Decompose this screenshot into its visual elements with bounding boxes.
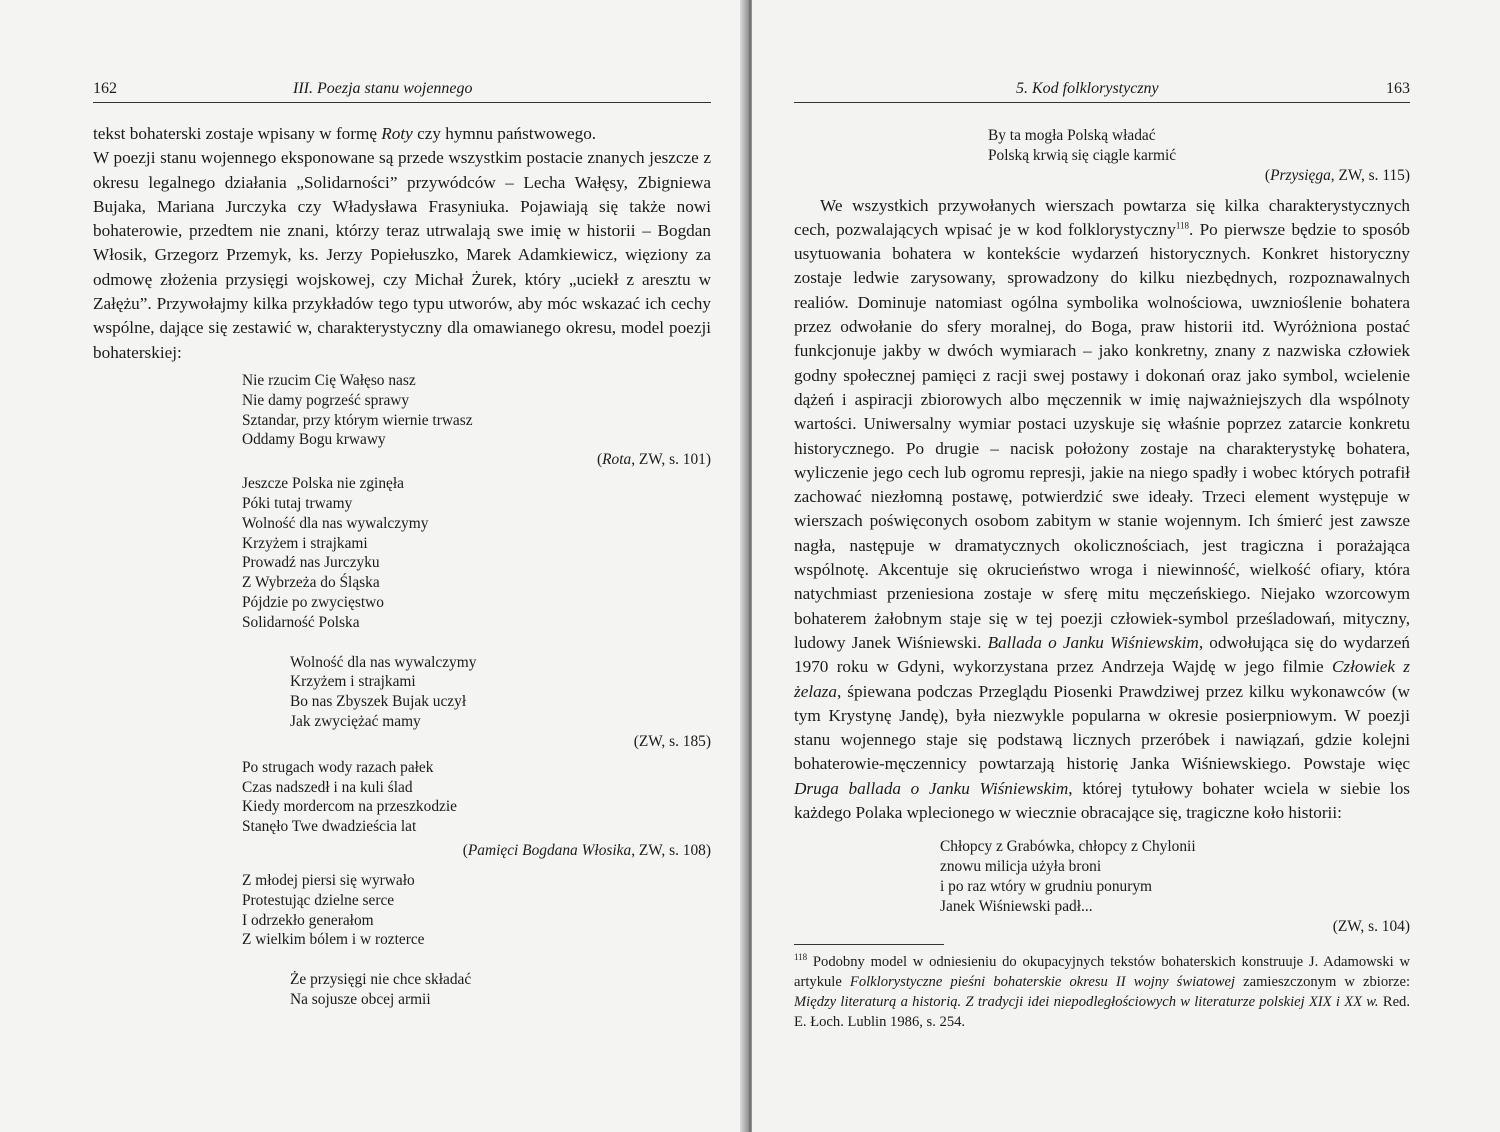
- left-body: [93, 122, 711, 1010]
- verse-line: Bo nas Zbyszek Bujak uczył: [290, 693, 467, 711]
- source-citation: (Przysięga, ZW, s. 115): [1264, 166, 1410, 184]
- footnote-divider: [794, 944, 944, 945]
- verse-line: Kiedy mordercom na przeszkodzie: [242, 798, 457, 816]
- italic-title: Roty: [381, 124, 413, 143]
- verse-line: Janek Wiśniewski padł...: [940, 897, 1093, 915]
- verse-chlopcy: [940, 837, 1410, 916]
- verse-line: i po raz wtóry w grudniu ponurym: [940, 877, 1153, 895]
- italic-title: Ballada o Janku Wiśniewskim: [987, 632, 1199, 652]
- running-head: 5. Kod folklorystyczny: [1016, 80, 1159, 97]
- verse-line: Krzyżem i strajkami: [242, 534, 368, 552]
- verse-line: By ta mogła Polską władać: [988, 127, 1156, 144]
- verse-line: Sztandar, przy którym wiernie trwasz: [242, 411, 473, 429]
- paragraph: [794, 194, 1410, 826]
- verse-line: Pójdzie po zwycięstwo: [242, 593, 384, 611]
- verse-wlosik: [242, 758, 711, 837]
- verse-line: Jak zwyciężać mamy: [290, 712, 421, 730]
- verse-line: Nie damy pogrześć sprawy: [242, 391, 410, 409]
- text-run: Podobny model w odniesieniu do okupacyjnych tekstów bohaterskich konstruuje J. Adamowski w artykule: [794, 954, 1410, 990]
- verse-line: Że przysięgi nie chce składać: [290, 971, 472, 989]
- italic-title: Folklorystyczne pieśni bohaterskie okresu II wojny światowej: [849, 974, 1236, 990]
- page-number: 163: [1386, 80, 1410, 97]
- source-citation: (Pamięci Bogdana Włosika, ZW, s. 108): [462, 841, 711, 859]
- text-run: Red. E. Łoch. Lublin 1986, s. 254.: [794, 994, 1410, 1030]
- right-header: [794, 78, 1410, 103]
- text-run: , śpiewana podczas Przeglądu Piosenki Prawdziwej przez kilku wykonawców (w tym Krystynę Jandę), była niezwykle popularna w okresie posierpniowym. W poezji stanu wojennego staje się podstawą licznych przeróbek i nawiązań, gdzie kolejni bohaterowie-męczennicy powtarzają historię Janka Wiśniewskiego. Powstaje więc: [794, 681, 1410, 774]
- right-page: [752, 0, 1500, 1132]
- verse-line: Jeszcze Polska nie zginęła: [242, 475, 404, 493]
- right-body: [794, 126, 1410, 937]
- page-number: 162: [93, 80, 117, 97]
- verse-line: Wolność dla nas wywalczymy: [290, 653, 477, 671]
- footnote: [794, 952, 1410, 1032]
- verse-line: Z młodej piersi się wyrwało: [242, 871, 415, 889]
- running-head: III. Poezja stanu wojennego: [293, 80, 473, 97]
- footnote-ref[interactable]: 118: [1175, 220, 1190, 231]
- verse-line: Stanęło Twe dwadzieścia lat: [242, 818, 417, 836]
- source-citation: (Rota, ZW, s. 101): [596, 451, 711, 469]
- source-rest: , ZW, s. 115): [1330, 166, 1410, 184]
- verse-line: Na sojusze obcej armii: [290, 990, 431, 1008]
- paragraph: [93, 122, 711, 365]
- left-page: [0, 0, 748, 1132]
- verse-line: Krzyżem i strajkami: [290, 673, 416, 691]
- verse-przysiega: [988, 126, 1410, 166]
- verse-line: Z wielkim bólem i w rozterce: [242, 931, 425, 949]
- text-run: , odwołująca się do wydarzeń 1970 roku w Gdyni, wykorzystana przez Andrzeja Wajdę w jego filmie: [794, 632, 1410, 677]
- source-title: Przysięga: [1270, 166, 1331, 184]
- left-header: [93, 78, 711, 103]
- text-run: . Po pierwsze będzie to sposób usytuowania bohatera w kontekście wydarzeń historycznych. Konkret historyczny zostaje ledwie zarysowany, sprowadzony do kilku niezbędnych, rozpoznawalnych realiów. Dominuje natomiast ogólna symbolika wolnościowa, uwznioślenie bohatera przez odwołanie do sfery moralnej, do Boga, praw historii itd. Wyróżniona postać funkcjonuje jakby w dwóch wymiarach – jako konkretny, znany z nazwiska człowiek godny społecznej pamięci z racji swej postawy i dokonań oraz jako symbol, wcielenie dążeń i aspiracji zbiorowych albo męczennik w imię najważniejszych dla wspólnoty wartości. Uniwersalny wymiar postaci uzyskuje się właśnie poprzez zatarcie konkretu historycznego. Po drugie – nacisk położony zostaje na charakterystykę bohatera, wyliczenie jego cech lub ogromu represji, jakie na niego spadły i wobec których potrafił zachować niezłomną postawę, potwierdzić swe ideały. Trzeci element występuje w wierszach poświęconych osobom zabitym w stanie wojennym. Ich śmierć jest zawsze nagła, następuje w dramatycznych okolicznościach, jest tragiczna i porażająca wspólnotę. Akcentuje się okrucieństwo wroga i niewinność, wielkość ofiary, która natychmiast przeniesiona zostaje w sferę mitu męczeńskiego. Niejako wzorcowym bohaterem żałobnym staje się w tej poezji człowiek-symbol prześladowań, mityczny, ludowy Janek Wiśniewski.: [794, 219, 1411, 652]
- verse-jeszcze: [242, 474, 711, 632]
- verse-line: Solidarność Polska: [242, 613, 360, 631]
- verse-line: I odrzekło generałom: [242, 911, 374, 929]
- verse-line: Wolność dla nas wywalczymy: [242, 514, 429, 532]
- verse-line: Czas nadszedł i na kuli ślad: [242, 778, 413, 796]
- verse-line: znowu milicja użyła broni: [940, 858, 1102, 876]
- verse-rota: [242, 371, 711, 450]
- text-run: , której tytułowy bohater wciela w siebie los każdego Polaka wplecionego w wiecznie obracające się, tragiczne koło historii:: [794, 778, 1410, 823]
- text-run: czy hymnu państwowego.: [412, 124, 597, 143]
- verse-line: Chłopcy z Grabówka, chłopcy z Chylonii: [940, 838, 1196, 856]
- verse-line: Nie rzucim Cię Wałęso nasz: [242, 371, 416, 389]
- source-rest: , ZW, s. 108): [631, 841, 711, 859]
- source-citation: (ZW, s. 185): [633, 732, 711, 750]
- text-run: tekst bohaterski zostaje wpisany w formę: [93, 124, 382, 143]
- footnote-number: 118: [794, 952, 808, 963]
- source-title: Pamięci Bogdana Włosika: [467, 841, 632, 859]
- verse-line: Oddamy Bogu krwawy: [242, 431, 386, 449]
- source-rest: , ZW, s. 101): [631, 451, 711, 469]
- verse-wolnosc: [290, 653, 711, 732]
- verse-przysiegi: [290, 970, 711, 1010]
- paragraph-text: W poezji stanu wojennego eksponowane są przede wszystkim postacie znanych jeszcze z okresu legalnego działania „Solidarności” przywódców – Lecha Wałęsy, Zbigniewa Bujaka, Mariana Jurczyka czy Władysława Frasyniuka. Pojawiają się także nowi bohaterowie, przedtem nie znani, którzy teraz utrwalają swe imię w historii – Bogdan Włosik, Grzegorz Przemyk, ks. Jerzy Popiełuszko, Marek Adamkiewicz, więziony za odmowę złożenia przysięgi wojskowej, czy Michał Żurek, który „uciekł z aresztu w Załężu”. Przywołajmy kilka przykładów tego typu utworów, aby móc wskazać ich cechy wspólne, dające się zestawić w, charakterystyczny dla omawianego okresu, model poezji bohaterskiej:: [93, 148, 711, 362]
- italic-title: Druga ballada o Janku Wiśniewskim: [794, 778, 1069, 798]
- source-citation: (ZW, s. 104): [1332, 917, 1410, 935]
- verse-line: Prowadź nas Jurczyku: [242, 554, 380, 572]
- source-title: Rota: [602, 451, 632, 469]
- verse-mlodej: [242, 871, 711, 950]
- verse-line: Z Wybrzeża do Śląska: [242, 574, 380, 592]
- verse-line: Po strugach wody razach pałek: [242, 758, 434, 776]
- verse-line: Protestując dzielne serce: [242, 891, 395, 909]
- verse-line: Póki tutaj trwamy: [242, 494, 353, 512]
- italic-title: Człowiek z żelaza: [794, 657, 1410, 701]
- text-run: We wszystkich przywołanych wierszach powtarza się kilka charakterystycznych cech, pozwalających wpisać je w kod folklorystyczny: [794, 195, 1410, 239]
- italic-title: Między literaturą a historią. Z tradycji idei niepodległościowych w literaturze polskiej XIX i XX w.: [794, 994, 1379, 1010]
- verse-line: Polską krwią się ciągle karmić: [988, 146, 1177, 164]
- text-run: zamieszczonym w zbiorze:: [1235, 974, 1411, 990]
